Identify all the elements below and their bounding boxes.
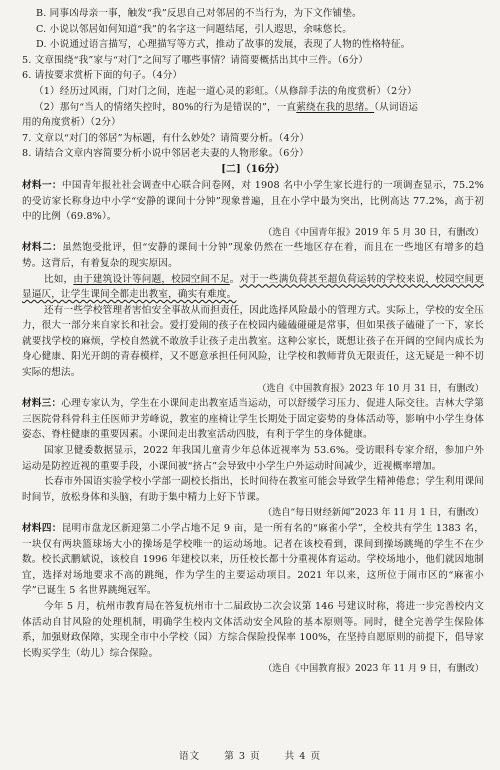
material-2-p1: [22, 240, 484, 271]
footer-subject: 语文: [178, 751, 201, 762]
footer-total: 共 4 页: [284, 751, 322, 762]
material-4-label: 材料四：: [22, 523, 62, 534]
m2-p2-underlined: 由于建筑设计等问题，校园空间不足: [73, 273, 230, 285]
question-7: 7. 文章以“对门的邻居”为标题，有什么妙处？请简要分析。（4分）: [22, 132, 310, 144]
material-3-text: 心理专家认为，学生在小课间走出教室适当运动，可以舒缓学习压力、促进人际交往。吉林大学第三医院骨科骨科主任医师尹芳峰说，教室的座椅让学生长期处于固定姿势的身体活动等，影响中小学生身体姿态、脊柱健康的重要因素。小课间走出教室活动四肢，有利于学生的身体健康。: [22, 398, 484, 441]
material-3-label: 材料三：: [22, 398, 62, 410]
question-6-requirement-cont: 用的角度赏析）（2分）: [22, 117, 121, 129]
material-3-p3: 长春市外国语实验学校小学部一副校长指出，长时间待在教室可能会导致学生精神倦怠；学生利用课间时间节，放松身体和头脑，有助于集中精力上好下节课。: [22, 476, 484, 503]
material-1-label: 材料一：: [22, 179, 62, 191]
material-1-source: （选自《中国青年报》2019 年 5 月 30 日，有删改）: [263, 226, 484, 238]
material-3-p2: 国家卫健委数据显示，2022 年我国儿童青少年总体近视率为 53.6%。受访眼科专家介绍，参加户外运动是防控近视的重要手段，小课间被“挤占”会导致中小学生户外运动时间减少，近视概率增加。: [22, 445, 484, 472]
option-b: B. 同事凶母亲一事，触发“我”反思自己对邻居的不当行为，为下文作铺垫。: [36, 8, 362, 19]
material-1: [22, 178, 484, 225]
material-2-p2: [22, 272, 484, 303]
q6-s2-text: （2）那句“当人的情绪失控时，80%的行为是错误的”，一直: [34, 101, 297, 113]
m2-p2-wavy: 对于一些满负荷甚至超负荷运转的学校来说，校园空间更显逼仄，让学生课间全都走出教室，确实有难度。: [22, 273, 484, 301]
material-2-source: （选自《中国教育报》2023 年 10 月 31 日，有删改）: [257, 382, 484, 394]
question-6-sentence-2: [22, 100, 484, 116]
material-1-text: 中国青年报社社会调查中心联合问卷网，对 1908 名中小学生家长进行的一项调查显示，75.2%的受访家长称身边中小学“安静的课间十分钟”现象普遍，且在小学中最为突出，比例高达 77.2%，高于初中的比例（69.8%）。: [22, 179, 484, 223]
question-6-sentence-1: [22, 84, 484, 100]
m2-p2-lead: 比如，: [44, 273, 74, 285]
material-2-text: 虽然饱受批评，但“安静的课间十分钟”现象仍然在一些地区存在着，而且在一些地区有增多的趋势。这背后，有着复杂的现实原因。: [22, 242, 484, 269]
question-8: 8. 请结合文章内容简要分析小说中邻居老夫妻的人物形象。（6分）: [22, 148, 309, 160]
page-footer: [0, 748, 500, 762]
question-5: 5. 文章围绕“我”家与“对门”之间写了哪些事情？请简要概括出其中三件。（6分）: [22, 54, 369, 66]
material-4-p1: [22, 521, 484, 599]
m2-p2-period: 。: [229, 273, 240, 285]
q6-s1-requirement: （从修辞手法的角度赏析）（2分）: [274, 85, 417, 97]
material-4-p2: 今年 5 月，杭州市教育局在答复杭州市十二届政协二次会议第 146 号建议时称，将进一步完善校内文体活动自甘风险的处理机制，明确学生校内文体活动安全风险的基本原则等。同时，健全完善学生保险体系，加强财政保障，实现全市中小学校（园）方综合保险投保率 100%，在坚持自愿原则的前提下，倡导家长购买学生（幼儿）综合保险。: [22, 600, 484, 659]
q6-s1-text: （1）经历过风雨，门对门之间，连起一道心灵的彩虹。: [34, 85, 275, 97]
q6-s2-underlined: 萦绕在我的思绪。: [296, 101, 375, 113]
q6-s2-requirement: （从词语运: [374, 101, 419, 113]
material-3-source: （选自“每日财经新闻”2023 年 11 月 1 日，有删改）: [262, 507, 484, 519]
material-2-p3: 还有一些学校管理者害怕安全事故从而担责任，因此选择风险最小的管理方式。实际上，学校的安全压力，很大一部分来自家长和社会。爱打爱闹的孩子在校园内磕磕碰碰是常事，但如果孩子磕碰了一下，家长就要找学校的麻烦，学校自然就不敢放手让孩子走出教室。这种公家长，既想让孩子在开阔的空间内成长为身心健康、阳光开朗的青春模样，又不愿意承担任何风险，让学校和教师背负无限责任，这无疑是一种不切实际的想法。: [22, 304, 484, 379]
option-c: C. 小说以邻居如何知道“我”的名字这一问题结尾，引人遐思，余味悠长。: [36, 23, 352, 35]
material-3-p1: [22, 396, 484, 443]
material-2-label: 材料二：: [22, 242, 63, 254]
exam-page: [22, 6, 484, 677]
section-heading: [二]（16分）: [221, 163, 285, 175]
material-4-source: （选自《中国教育报》2023 年 11 月 9 日，有删改）: [263, 663, 484, 675]
footer-page: 第 3 页: [224, 751, 261, 762]
question-6-title: 6. 请按要求赏析下面的句子。（4分）: [22, 70, 183, 82]
material-4-text: 昆明市盘龙区新迎第二小学占地不足 9 亩，是一所有名的“麻雀小学”，全校共有学生 1383 名，一块仅有两块篮球场大小的操场是学校唯一的运动场地。记者在该校看到，课间到操场跳绳的学生不在少数。校长武鹏斌说，该校自 1996 年建校以来，历任校长都十分重视体育运动。学校场地小，他们就因地制宜，选择对场地要求不高的跳绳，作为学生的主要运动项目。2021 年以来，这所位于闹市区的“麻雀小学”已诞生 5 名世界跳绳冠军。: [22, 523, 484, 597]
option-d: D. 小说通过语言描写，心理描写等方式，推动了故事的发展，表现了人物的性格特征。: [36, 39, 411, 51]
